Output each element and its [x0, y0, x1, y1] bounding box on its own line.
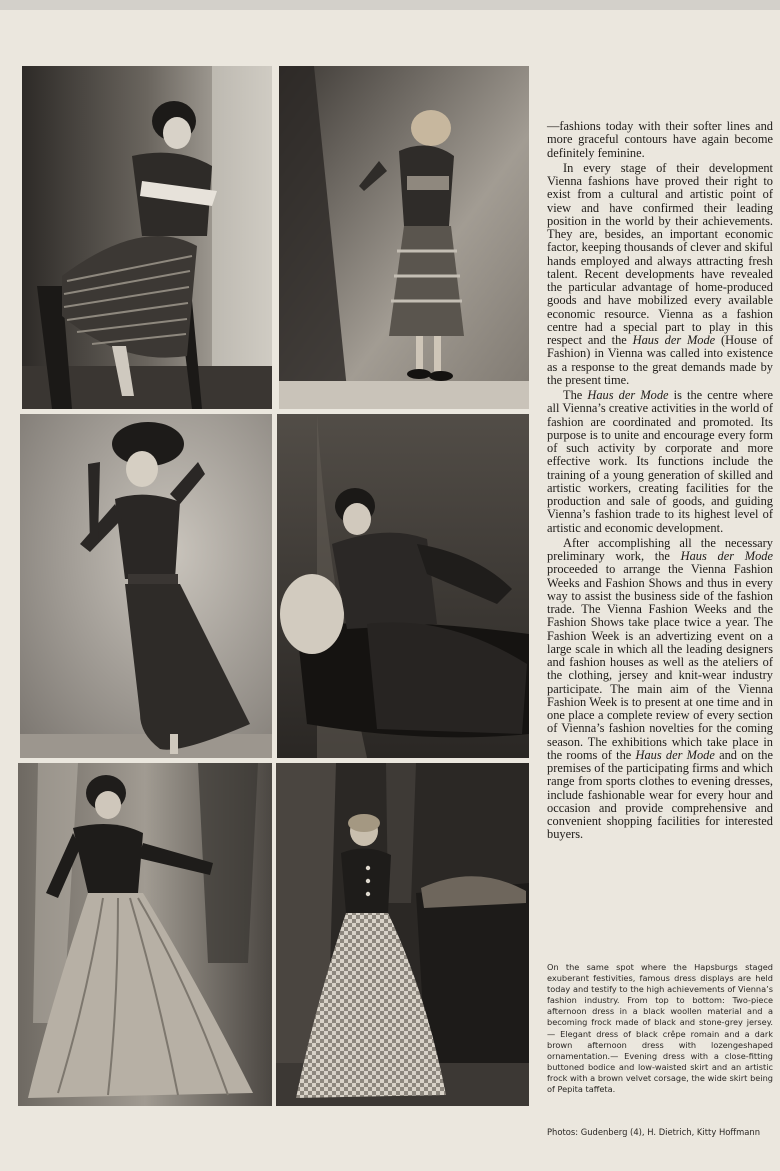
- scan-top-edge: [0, 0, 780, 10]
- article-paragraph-1: —fashions today with their softer lines and more graceful contours have again become definitely feminine.: [547, 119, 773, 160]
- photo-woman-hat-dark-dress: [20, 414, 272, 758]
- photo-caption: On the same spot where the Hapsburgs staged exuberant festivities, famous dress displays are held today and testify to the high achievements of Vienna’s fashion industry. From top to bottom: Two-piece afternoon dress in a black woollen material and a becoming frock made of black and stone-grey jersey. — Elegant dress of black crêpe romain and a dark brown afternoon dress with lozengeshaped ornamentation.— Evening dress with a close-fitting buttoned bodice and low-waisted skirt and an artistic frock with a brown velvet corsage, the wide skirt being of Pepita taffeta.: [547, 962, 773, 1095]
- article-paragraph-3: The Haus der Mode is the centre where all Vienna’s creative activities in the world of fashion are coordinated and promoted. Its purpose is to unite and encourage every form of such activity by corporate and more effective work. Its functions include the training of a young generation of skilled and artistic workers, creating facilities for the production and sale of goods, and guiding Vienna’s fashion trade to its highest level of artistic and economic development.: [547, 388, 773, 535]
- photo-woman-reclining-sofa: [277, 414, 529, 758]
- article-paragraph-2: In every stage of their development Vienna fashions have proved their right to exist from a cultural and artistic point of view and have confirmed their leading position in the world by their achievements. They are, besides, an important economic factor, keeping thousands of clever and skiful hands employed and always attracting fresh talent. Recent developments have revealed the particular advantage of home-produced goods and have mobilized every available economic resource. Vienna as a fashion centre had a special part to play in this respect and the Haus der Mode (House of Fashion) in Vienna was called into existence as a response to the great demands made by the present time.: [547, 160, 773, 387]
- article-paragraph-4: After accomplishing all the necessary preliminary work, the Haus der Mode proceeded to arrange the Vienna Fashion Weeks and Fashion Shows and thus in every way to assist the business side of the fashion trade. The Vienna Fashion Weeks and the Fashion Shows take place twice a year. The Fashion Week is an advertizing event on a large scale in which all the leading designers and fashion houses as well as the ateliers of the clothing, jersey and knit-wear industry participate. The main aim of the Vienna Fashion Week is to present at one time and in one place a complete review of every section of Vienna’s fashion novelties for the coming season. The exhibitions which take place in the rooms of the Haus der Mode and on the premises of the participating firms and which range from sports clothes to evening dresses, include fashionable wear for every hour and occasion and provide comprehensive and convenient shopping facilities for interested buyers.: [547, 535, 773, 842]
- photo-checked-taffeta-skirt: [276, 763, 529, 1106]
- photo-credits: Photos: Gudenberg (4), H. Dietrich, Kitty Hoffmann: [547, 1127, 761, 1137]
- article-body: [547, 120, 773, 842]
- photo-woman-back-striped-dress: [279, 66, 529, 409]
- photo-reading-woman-striped-skirt: [22, 66, 272, 409]
- photo-evening-dress-draped-skirt: [18, 763, 272, 1106]
